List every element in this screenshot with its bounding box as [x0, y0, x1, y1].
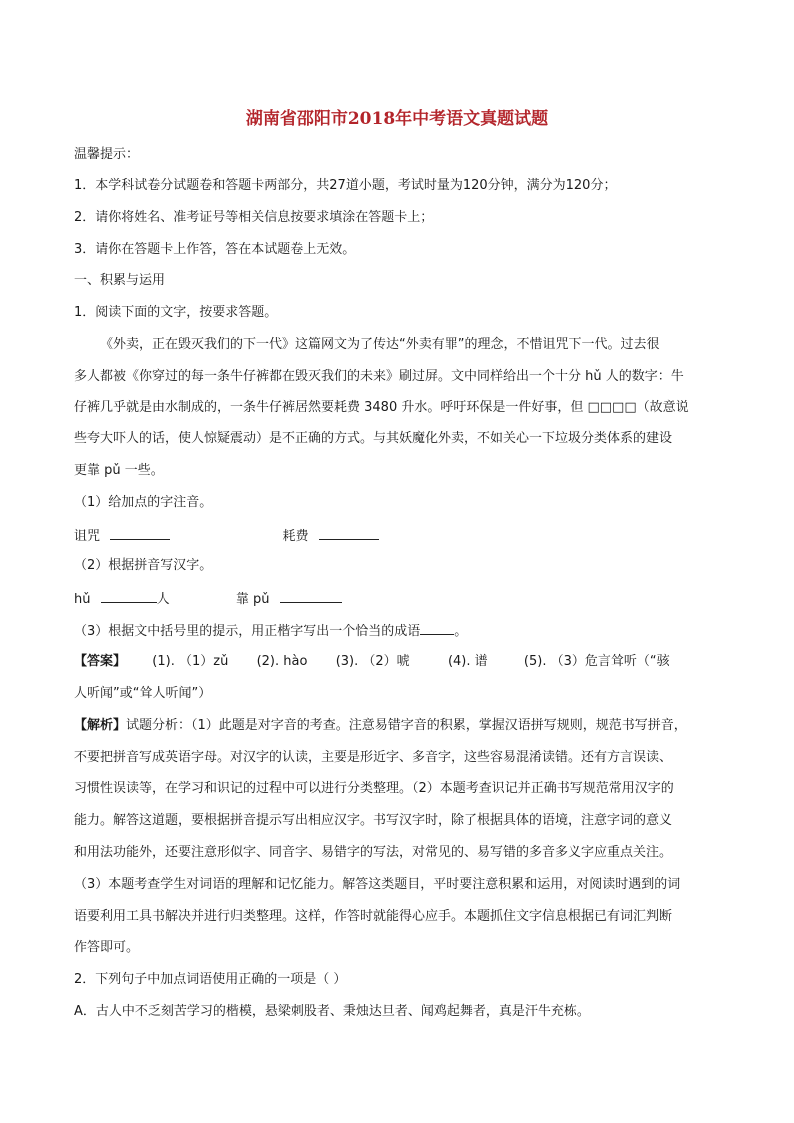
passage-line-5: 更靠 pǔ 一些。 — [74, 463, 164, 478]
answer-part-1: (1). （1）zǔ — [152, 654, 229, 669]
sub-question-3: （3）根据文中括号里的提示，用正楷字写出一个恰当的成语 。 — [74, 621, 467, 641]
analysis-line-8: 作答即可。 — [74, 940, 140, 955]
answer-part-3: (3). （2）唬 — [335, 654, 410, 669]
passage-line-3: 仔裤几乎就是由水制成的，一条牛仔裤居然要耗费 3480 升水。呼吁环保是一件好事，但 □□□□（故意说 — [74, 400, 689, 415]
analysis-line-7: 语要利用工具书解决并进行归类整理。这样，作答时就能得心应手。本题抓住文字信息根据已有词汇判断 — [74, 909, 673, 924]
analysis-label: 【解析】 — [74, 718, 127, 733]
answer-label: 【答案】 — [74, 654, 127, 669]
answer-part-4: (4). 谱 — [447, 654, 488, 669]
q2-option-a: A．古人中不乏刻苦学习的楷模，悬梁刺股者、秉烛达旦者、闻鸡起舞者，真是汗牛充栋。 — [74, 1004, 590, 1019]
answer-continuation: 人听闻”或“耸人听闻”） — [74, 686, 212, 701]
sub2-item-a-suffix: 人 — [156, 592, 170, 607]
sub-question-2: （2）根据拼音写汉字。 — [74, 558, 213, 573]
q2-stem: 2．下列句子中加点词语使用正确的一项是（ ） — [74, 972, 347, 987]
sub1-answer-blank-b[interactable] — [319, 526, 379, 540]
section-heading: 一、积累与运用 — [74, 273, 166, 288]
tip-line-1: 1．本学科试卷分试题卷和答题卡两部分，共27道小题，考试时量为120分钟，满分为120分； — [74, 178, 617, 193]
sub1-answer-blank-a[interactable] — [110, 526, 170, 540]
sub2-item-b: 靠 pǔ — [235, 592, 270, 607]
answer-line — [74, 653, 670, 671]
sub1-item-b: 耗费 — [282, 529, 309, 544]
sub-question-1: （1）给加点的字注音。 — [74, 495, 213, 510]
analysis-line-6: （3）本题考查学生对词语的理解和记忆能力。解答这类题目，平时要注意积累和运用，对阅读时遇到的词 — [74, 877, 681, 892]
sub2-items — [74, 589, 342, 609]
passage-line-1: 《外卖，正在毁灭我们的下一代》这篇网文为了传达“外卖有罪”的理念，不惜诅咒下一代。过去很 — [100, 337, 660, 352]
passage-line-2: 多人都被《你穿过的每一条牛仔裤都在毁灭我们的未来》刷过屏。文中同样给出一个十分 hǔ 人的数字：牛 — [74, 369, 684, 384]
tip-line-3: 3．请你在答题卡上作答，答在本试题卷上无效。 — [74, 242, 356, 257]
analysis-line-5: 和用法功能外，还要注意形似字、同音字、易错字的写法，对常见的、易写错的多音多义字应重点关注。 — [74, 845, 673, 860]
sub1-items — [74, 526, 379, 546]
sub2-answer-blank-a[interactable] — [101, 589, 157, 603]
tips-heading: 温馨提示： — [74, 147, 140, 162]
sub2-item-a-pinyin: hǔ — [74, 592, 91, 607]
q1-stem: 1．阅读下面的文字，按要求答题。 — [74, 305, 278, 320]
sub3-answer-blank[interactable] — [420, 621, 454, 635]
analysis-line-2: 不要把拼音写成英语字母。对汉字的认读，主要是形近字、多音字，这些容易混淆读错。还有方言误读、 — [74, 750, 673, 765]
analysis-line-1: 【解析】试题分析：（1）此题是对字音的考查。注意易错字音的积累，掌握汉语拼写规则，规范书写拼音， — [74, 718, 687, 733]
tip-line-2: 2．请你将姓名、准考证号等相关信息按要求填涂在答题卡上； — [74, 210, 434, 225]
sub1-item-a: 诅咒 — [74, 529, 101, 544]
analysis-line-3: 习惯性误读等，在学习和识记的过程中可以进行分类整理。（2）本题考查识记并正确书写规范常用汉字的 — [74, 781, 674, 796]
analysis-line-4: 能力。解答这道题，要根据拼音提示写出相应汉字。书写汉字时，除了根据具体的语境，注意字词的意义 — [74, 813, 673, 828]
sub2-answer-blank-b[interactable] — [280, 589, 342, 603]
passage-line-4: 些夸大吓人的话，使人惊疑震动）是不正确的方式。与其妖魔化外卖，不如关心一下垃圾分类体系的建设 — [74, 431, 673, 446]
page-title: 湖南省邵阳市2018年中考语文真题试题 — [245, 109, 549, 129]
answer-part-2: (2). hào — [256, 654, 308, 669]
answer-part-5: (5). （3）危言耸听（“骇 — [523, 654, 670, 669]
